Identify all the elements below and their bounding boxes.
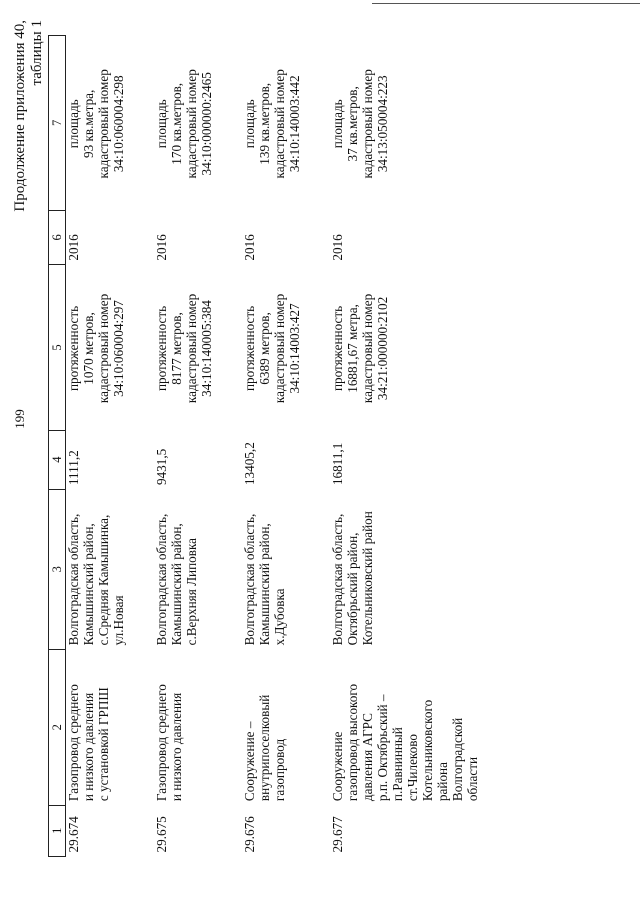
cell-name-line: области xyxy=(464,756,480,802)
cell-address-line: ул.Новая xyxy=(111,595,126,646)
cell-name xyxy=(242,649,330,805)
cell-name-line: Газопровод среднего xyxy=(66,684,81,802)
cell-area xyxy=(242,36,330,211)
cell-description-line: 34:10:060004:297 xyxy=(111,300,126,397)
cell-description xyxy=(66,265,154,431)
cell-name-line: Сооружение xyxy=(329,731,345,802)
caption-line-1: Продолжение приложения 40, xyxy=(12,20,28,212)
header-col-2: 2 xyxy=(49,649,66,805)
cell-number: 29.675 xyxy=(153,816,169,853)
property-table xyxy=(48,35,480,857)
cell-name-line: ст.Чилеково xyxy=(404,734,420,802)
header-row xyxy=(49,36,66,857)
cell-address-line: Камышинский район, xyxy=(168,523,184,646)
cell-description xyxy=(242,265,330,431)
cell-number: 29.674 xyxy=(66,816,81,853)
cell-name-line: Сооружение – xyxy=(241,721,257,802)
table-body xyxy=(66,36,480,857)
cell-description-line: 34:10:140005:384 xyxy=(198,300,214,397)
cell-address-line: х.Дубовка xyxy=(271,588,287,646)
cell-description-line: кадастровый номер xyxy=(96,293,111,404)
cell-name-line: газопровод высокого xyxy=(344,683,360,802)
cell-description-line: кадастровый номер xyxy=(359,293,375,404)
cell-description-line: 16881,67 метра, xyxy=(344,304,360,393)
cell-area-line: 170 кв.метров, xyxy=(168,82,184,165)
cell-description-line: протяженность xyxy=(153,305,169,392)
cell-description xyxy=(330,265,480,431)
cell-area-line: площадь xyxy=(153,99,169,149)
cell-name-line: Котельниковского xyxy=(419,699,435,802)
cell-address-line: Волгоградская область, xyxy=(153,513,169,646)
page-number: 199 xyxy=(12,409,27,429)
cell-year: 2016 xyxy=(66,234,81,261)
cell-name xyxy=(330,649,480,805)
cell-name xyxy=(154,649,242,805)
header-col-6: 6 xyxy=(49,210,66,264)
cell-year: 2016 xyxy=(153,234,169,261)
table-row xyxy=(154,36,242,857)
cell-area-line: 34:10:060004:298 xyxy=(111,75,126,173)
cell-name-line: давления АГРС xyxy=(359,713,375,802)
cell-name-line: и низкого давления xyxy=(168,692,184,802)
cell-address xyxy=(66,489,154,649)
header-col-7: 7 xyxy=(49,36,66,211)
cell-area-line: 34:10:000000:2465 xyxy=(198,72,214,176)
cell-name-line: газопровод xyxy=(271,738,287,802)
cell-address-line: Камышинский район, xyxy=(256,523,272,646)
cell-area-line: 93 кв.метра, xyxy=(81,89,96,158)
cell-name-line: п.Равнинный xyxy=(389,727,405,802)
cell-area-line: 34:10:140003:442 xyxy=(286,75,302,173)
cell-address xyxy=(330,489,480,649)
cell-description-line: протяженность xyxy=(241,305,257,392)
cell-address xyxy=(242,489,330,649)
cell-name-line: внутрипоселковый xyxy=(256,694,272,802)
cell-description-line: протяженность xyxy=(329,305,345,392)
cell-description-line: кадастровый номер xyxy=(183,293,199,404)
cell-address-line: Волгоградская область, xyxy=(241,513,257,646)
header-col-4: 4 xyxy=(49,430,66,489)
cell-description xyxy=(154,265,242,431)
cell-name-line: Волгоградской xyxy=(449,717,465,802)
cell-year: 2016 xyxy=(241,234,257,261)
cell-address-line: Октябрьский район, xyxy=(344,532,360,646)
cell-area-line: кадастровый номер xyxy=(271,69,287,179)
cell-number: 29.676 xyxy=(241,816,257,853)
cell-description-line: 1070 метров, xyxy=(81,312,96,385)
cell-area-line: кадастровый номер xyxy=(359,69,375,179)
cell-year: 2016 xyxy=(329,234,345,261)
cell-address-line: Волгоградская область, xyxy=(329,513,345,646)
cell-area xyxy=(66,36,154,211)
cell-area-line: 139 кв.метров, xyxy=(256,82,272,165)
cell-area-line: 34:13:050004:223 xyxy=(374,75,390,173)
cell-area-line: 37 кв.метров, xyxy=(344,86,360,162)
header-col-1: 1 xyxy=(49,805,66,856)
cell-name-line: Газопровод среднего xyxy=(153,684,169,802)
table-row xyxy=(66,36,154,857)
cell-name-line: с установкой ГРПШ xyxy=(96,687,111,802)
cell-address xyxy=(154,489,242,649)
cell-name-line: и низкого давления xyxy=(81,692,96,802)
caption-line-2: таблицы 1 xyxy=(29,20,45,86)
cell-area-line: кадастровый номер xyxy=(96,69,111,179)
cell-area-line: площадь xyxy=(66,99,81,149)
cell-area xyxy=(154,36,242,211)
cell-address-line: Камышинский район, xyxy=(81,523,96,646)
cell-description-line: 8177 метров, xyxy=(168,312,184,385)
cell-address-line: с.Верхняя Липовка xyxy=(183,537,199,646)
cell-number: 29.677 xyxy=(329,816,345,853)
cell-name-line: района xyxy=(434,762,450,802)
table-caption xyxy=(12,20,46,212)
cell-description-line: кадастровый номер xyxy=(271,293,287,404)
table-row xyxy=(242,36,330,857)
header-col-3: 3 xyxy=(49,489,66,649)
cell-address-line: Волгоградская область, xyxy=(66,513,81,646)
table-row xyxy=(330,36,480,857)
cell-value: 13405,2 xyxy=(241,442,257,486)
cell-area-line: площадь xyxy=(329,99,345,149)
cell-name-line: р.п. Октябрьский – xyxy=(374,694,390,802)
cell-description-line: протяженность xyxy=(66,305,81,392)
cell-value: 1111,2 xyxy=(66,450,81,486)
cell-area xyxy=(330,36,480,211)
header-col-5: 5 xyxy=(49,265,66,431)
cell-address-line: Котельниковский район xyxy=(359,511,375,646)
cell-area-line: площадь xyxy=(241,99,257,149)
cell-value: 9431,5 xyxy=(153,448,169,486)
cell-name xyxy=(66,649,154,805)
cell-value: 16811,1 xyxy=(329,442,345,486)
cell-address-line: с.Средняя Камышинка, xyxy=(96,514,111,646)
cell-area-line: кадастровый номер xyxy=(183,69,199,179)
cell-description-line: 34:21:000000:2102 xyxy=(374,296,390,401)
cell-description-line: 6389 метров, xyxy=(256,312,272,385)
cell-description-line: 34:10:14003:427 xyxy=(286,303,302,394)
